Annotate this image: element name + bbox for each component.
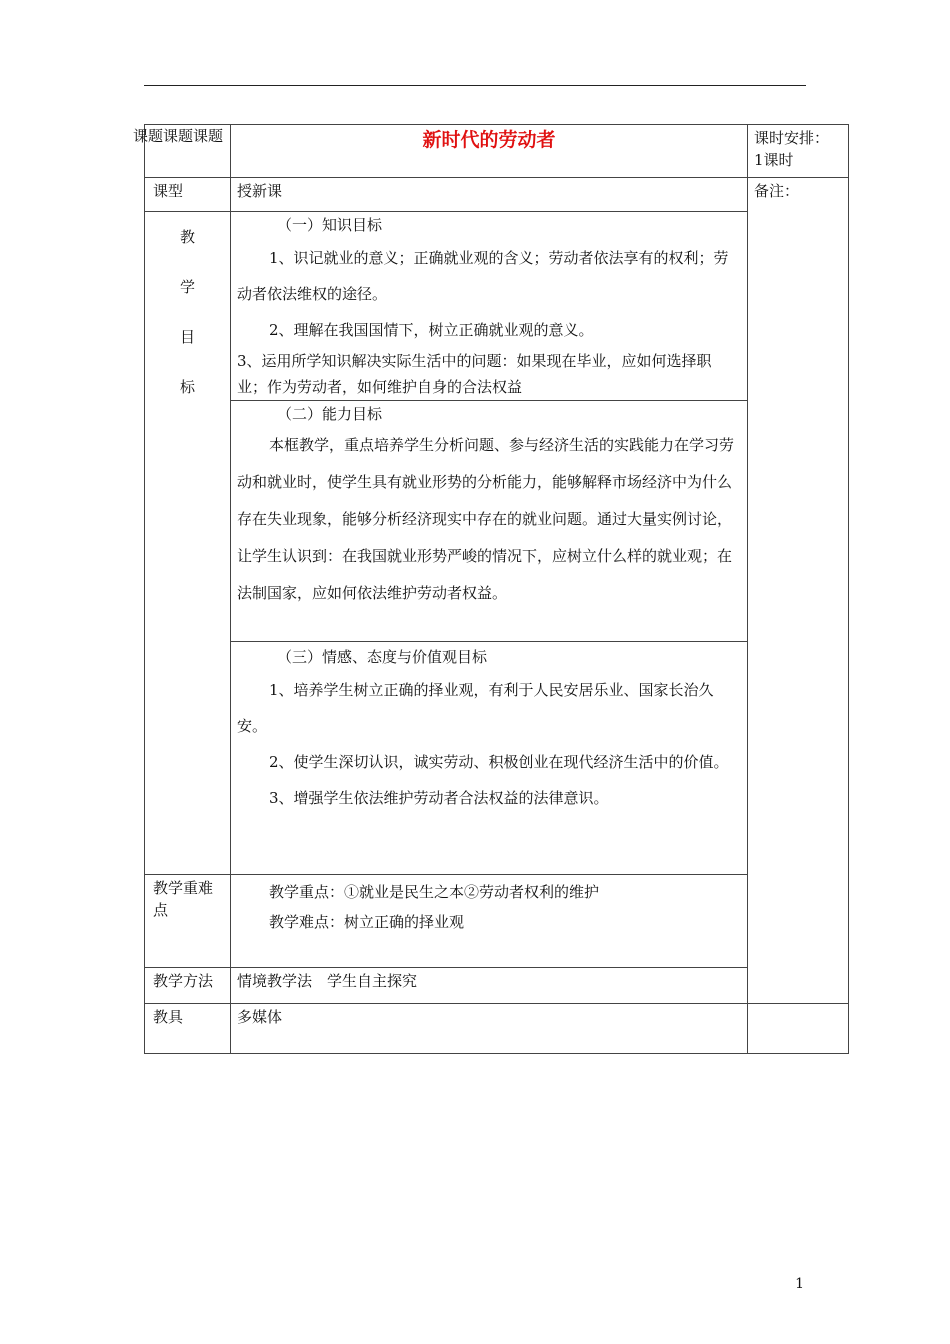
emotion-heading: （三）情感、态度与价值观目标 bbox=[277, 648, 488, 666]
key-points-label: 教学重难点 bbox=[145, 875, 231, 968]
method-value: 情境教学法 学生自主探究 bbox=[231, 968, 748, 1004]
goals-label-char: 学 bbox=[179, 278, 195, 296]
knowledge-goals bbox=[231, 212, 748, 401]
ability-goals bbox=[231, 401, 748, 642]
key-focus: 教学重点：①就业是民生之本②劳动者权利的维护 bbox=[269, 883, 600, 901]
goals-label bbox=[145, 212, 231, 875]
tools-note-cell bbox=[748, 1004, 849, 1054]
ability-text: 本框教学，重点培养学生分析问题、参与经济生活的实践能力在学习劳动和就业时，使学生具有就业形势的分析能力，能够解释市场经济中为什么存在失业现象，能够分析经济现实中存在的就业问题。通过大量实例讨论，让学生认识到：在我国就业形势严峻的情况下，应树立什么样的就业观；在法制国家，应如何依法维护劳动者权益。 bbox=[237, 436, 735, 602]
ability-heading: （二）能力目标 bbox=[277, 405, 383, 423]
key-points-row bbox=[145, 875, 849, 968]
key-difficulty: 教学难点：树立正确的择业观 bbox=[269, 913, 465, 931]
schedule-label: 课时安排： bbox=[754, 129, 830, 147]
tools-label: 教具 bbox=[145, 1004, 231, 1054]
key-points-cell bbox=[231, 875, 748, 968]
ability-row bbox=[145, 401, 849, 642]
goals-label-char: 目 bbox=[179, 328, 195, 346]
emotion-item-1: 1、培养学生树立正确的择业观，有利于人民安居乐业、国家长治久安。 bbox=[237, 681, 714, 735]
page-number: 1 bbox=[795, 1276, 804, 1292]
type-value: 授新课 bbox=[231, 178, 748, 212]
header-rule bbox=[144, 85, 806, 86]
method-label: 教学方法 bbox=[145, 968, 231, 1004]
knowledge-heading: （一）知识目标 bbox=[277, 216, 383, 234]
schedule-cell bbox=[748, 125, 849, 178]
note-cell bbox=[748, 178, 849, 1004]
emotion-item-2: 2、使学生深切认识，诚实劳动、积极创业在现代经济生活中的价值。 bbox=[269, 753, 729, 771]
goals-label-char: 标 bbox=[179, 378, 195, 396]
method-row bbox=[145, 968, 849, 1004]
lesson-plan-table bbox=[133, 124, 849, 1054]
emotion-row bbox=[145, 642, 849, 875]
emotion-goals bbox=[231, 642, 748, 875]
tools-value: 多媒体 bbox=[231, 1004, 748, 1054]
tools-row bbox=[145, 1004, 849, 1054]
topic-label: 课题课题课题 bbox=[145, 125, 231, 178]
knowledge-item-1: 1、识记就业的意义；正确就业观的含义；劳动者依法享有的权利；劳动者依法维权的途径。 bbox=[237, 249, 729, 303]
page-title: 新时代的劳动者 bbox=[422, 129, 556, 151]
note-label: 备注： bbox=[754, 182, 800, 200]
goals-label-char: 教 bbox=[179, 228, 195, 246]
type-label: 课型 bbox=[145, 178, 231, 212]
title-row bbox=[145, 125, 849, 178]
knowledge-item-3: 3、运用所学知识解决实际生活中的问题：如果现在毕业，应如何选择职业；作为劳动者，如何维护自身的合法权益 bbox=[237, 352, 712, 396]
emotion-item-3: 3、增强学生依法维护劳动者合法权益的法律意识。 bbox=[269, 789, 609, 807]
knowledge-item-2: 2、理解在我国国情下，树立正确就业观的意义。 bbox=[269, 321, 594, 339]
type-row bbox=[145, 178, 849, 212]
knowledge-row bbox=[145, 212, 849, 401]
schedule-value: 1课时 bbox=[754, 151, 794, 169]
page-title-cell bbox=[231, 125, 748, 178]
